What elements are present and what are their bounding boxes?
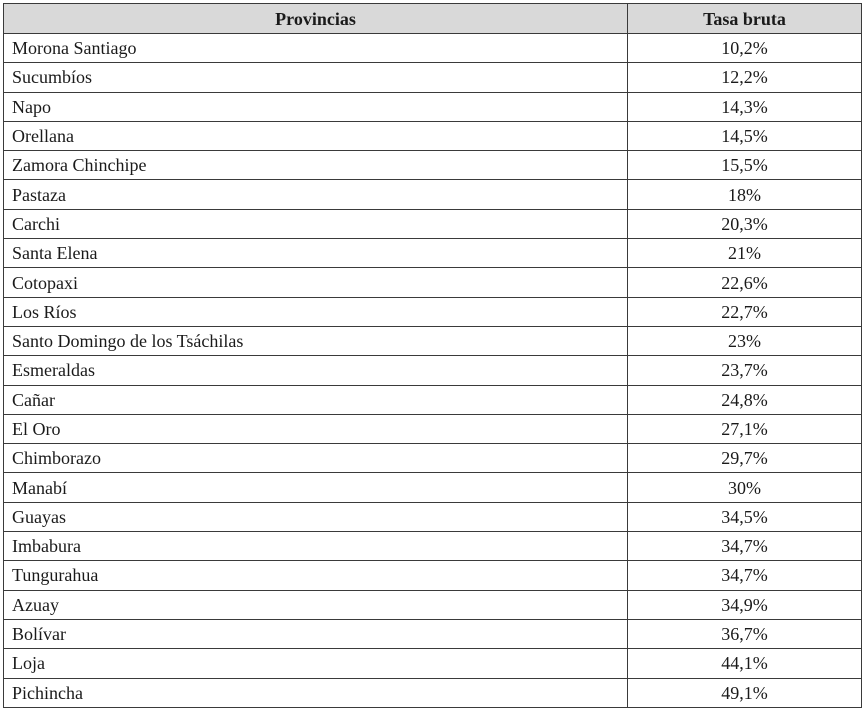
rate-value-cell: 20,3% (628, 209, 862, 238)
province-name-cell: Pichincha (4, 678, 628, 707)
table-row (4, 356, 862, 385)
table-row (4, 34, 862, 63)
rate-value-cell: 15,5% (628, 151, 862, 180)
rate-value-cell: 49,1% (628, 678, 862, 707)
table-body (4, 34, 862, 708)
table-row (4, 180, 862, 209)
header-provincias: Provincias (4, 4, 628, 34)
rate-value-cell: 14,3% (628, 92, 862, 121)
province-name-cell: Morona Santiago (4, 34, 628, 63)
province-name-cell: Esmeraldas (4, 356, 628, 385)
rate-value-cell: 23% (628, 326, 862, 355)
rate-value-cell: 12,2% (628, 63, 862, 92)
table-row (4, 121, 862, 150)
rate-value-cell: 21% (628, 239, 862, 268)
province-name-cell: Santa Elena (4, 239, 628, 268)
province-name-cell: Chimborazo (4, 444, 628, 473)
province-name-cell: Santo Domingo de los Tsáchilas (4, 326, 628, 355)
table-row (4, 473, 862, 502)
rate-value-cell: 24,8% (628, 385, 862, 414)
table-row (4, 209, 862, 238)
table-row (4, 649, 862, 678)
table-row (4, 268, 862, 297)
header-row (4, 4, 862, 34)
province-name-cell: Orellana (4, 121, 628, 150)
table-row (4, 151, 862, 180)
table-row (4, 590, 862, 619)
province-name-cell: Zamora Chinchipe (4, 151, 628, 180)
provinces-rate-table (3, 3, 862, 708)
table-row (4, 239, 862, 268)
province-name-cell: Sucumbíos (4, 63, 628, 92)
table-row (4, 92, 862, 121)
province-name-cell: Cañar (4, 385, 628, 414)
rate-value-cell: 36,7% (628, 619, 862, 648)
rate-value-cell: 23,7% (628, 356, 862, 385)
province-name-cell: Manabí (4, 473, 628, 502)
table-row (4, 619, 862, 648)
table-row (4, 63, 862, 92)
rate-value-cell: 44,1% (628, 649, 862, 678)
province-name-cell: Tungurahua (4, 561, 628, 590)
table-row (4, 414, 862, 443)
header-tasa-bruta: Tasa bruta (628, 4, 862, 34)
rate-value-cell: 10,2% (628, 34, 862, 63)
province-name-cell: El Oro (4, 414, 628, 443)
rate-value-cell: 14,5% (628, 121, 862, 150)
rate-value-cell: 27,1% (628, 414, 862, 443)
province-name-cell: Cotopaxi (4, 268, 628, 297)
province-name-cell: Loja (4, 649, 628, 678)
rate-value-cell: 29,7% (628, 444, 862, 473)
province-name-cell: Los Ríos (4, 297, 628, 326)
rate-value-cell: 30% (628, 473, 862, 502)
province-name-cell: Pastaza (4, 180, 628, 209)
table-row (4, 502, 862, 531)
rate-value-cell: 22,6% (628, 268, 862, 297)
rate-value-cell: 18% (628, 180, 862, 209)
province-name-cell: Bolívar (4, 619, 628, 648)
province-name-cell: Carchi (4, 209, 628, 238)
province-name-cell: Azuay (4, 590, 628, 619)
table-header (4, 4, 862, 34)
rate-value-cell: 34,9% (628, 590, 862, 619)
rate-value-cell: 22,7% (628, 297, 862, 326)
rate-value-cell: 34,7% (628, 561, 862, 590)
table-row (4, 385, 862, 414)
rate-value-cell: 34,7% (628, 532, 862, 561)
table-row (4, 297, 862, 326)
table-row (4, 444, 862, 473)
table-row (4, 561, 862, 590)
province-name-cell: Guayas (4, 502, 628, 531)
table-row (4, 326, 862, 355)
table-row (4, 532, 862, 561)
rate-value-cell: 34,5% (628, 502, 862, 531)
province-name-cell: Napo (4, 92, 628, 121)
table-row (4, 678, 862, 707)
province-name-cell: Imbabura (4, 532, 628, 561)
